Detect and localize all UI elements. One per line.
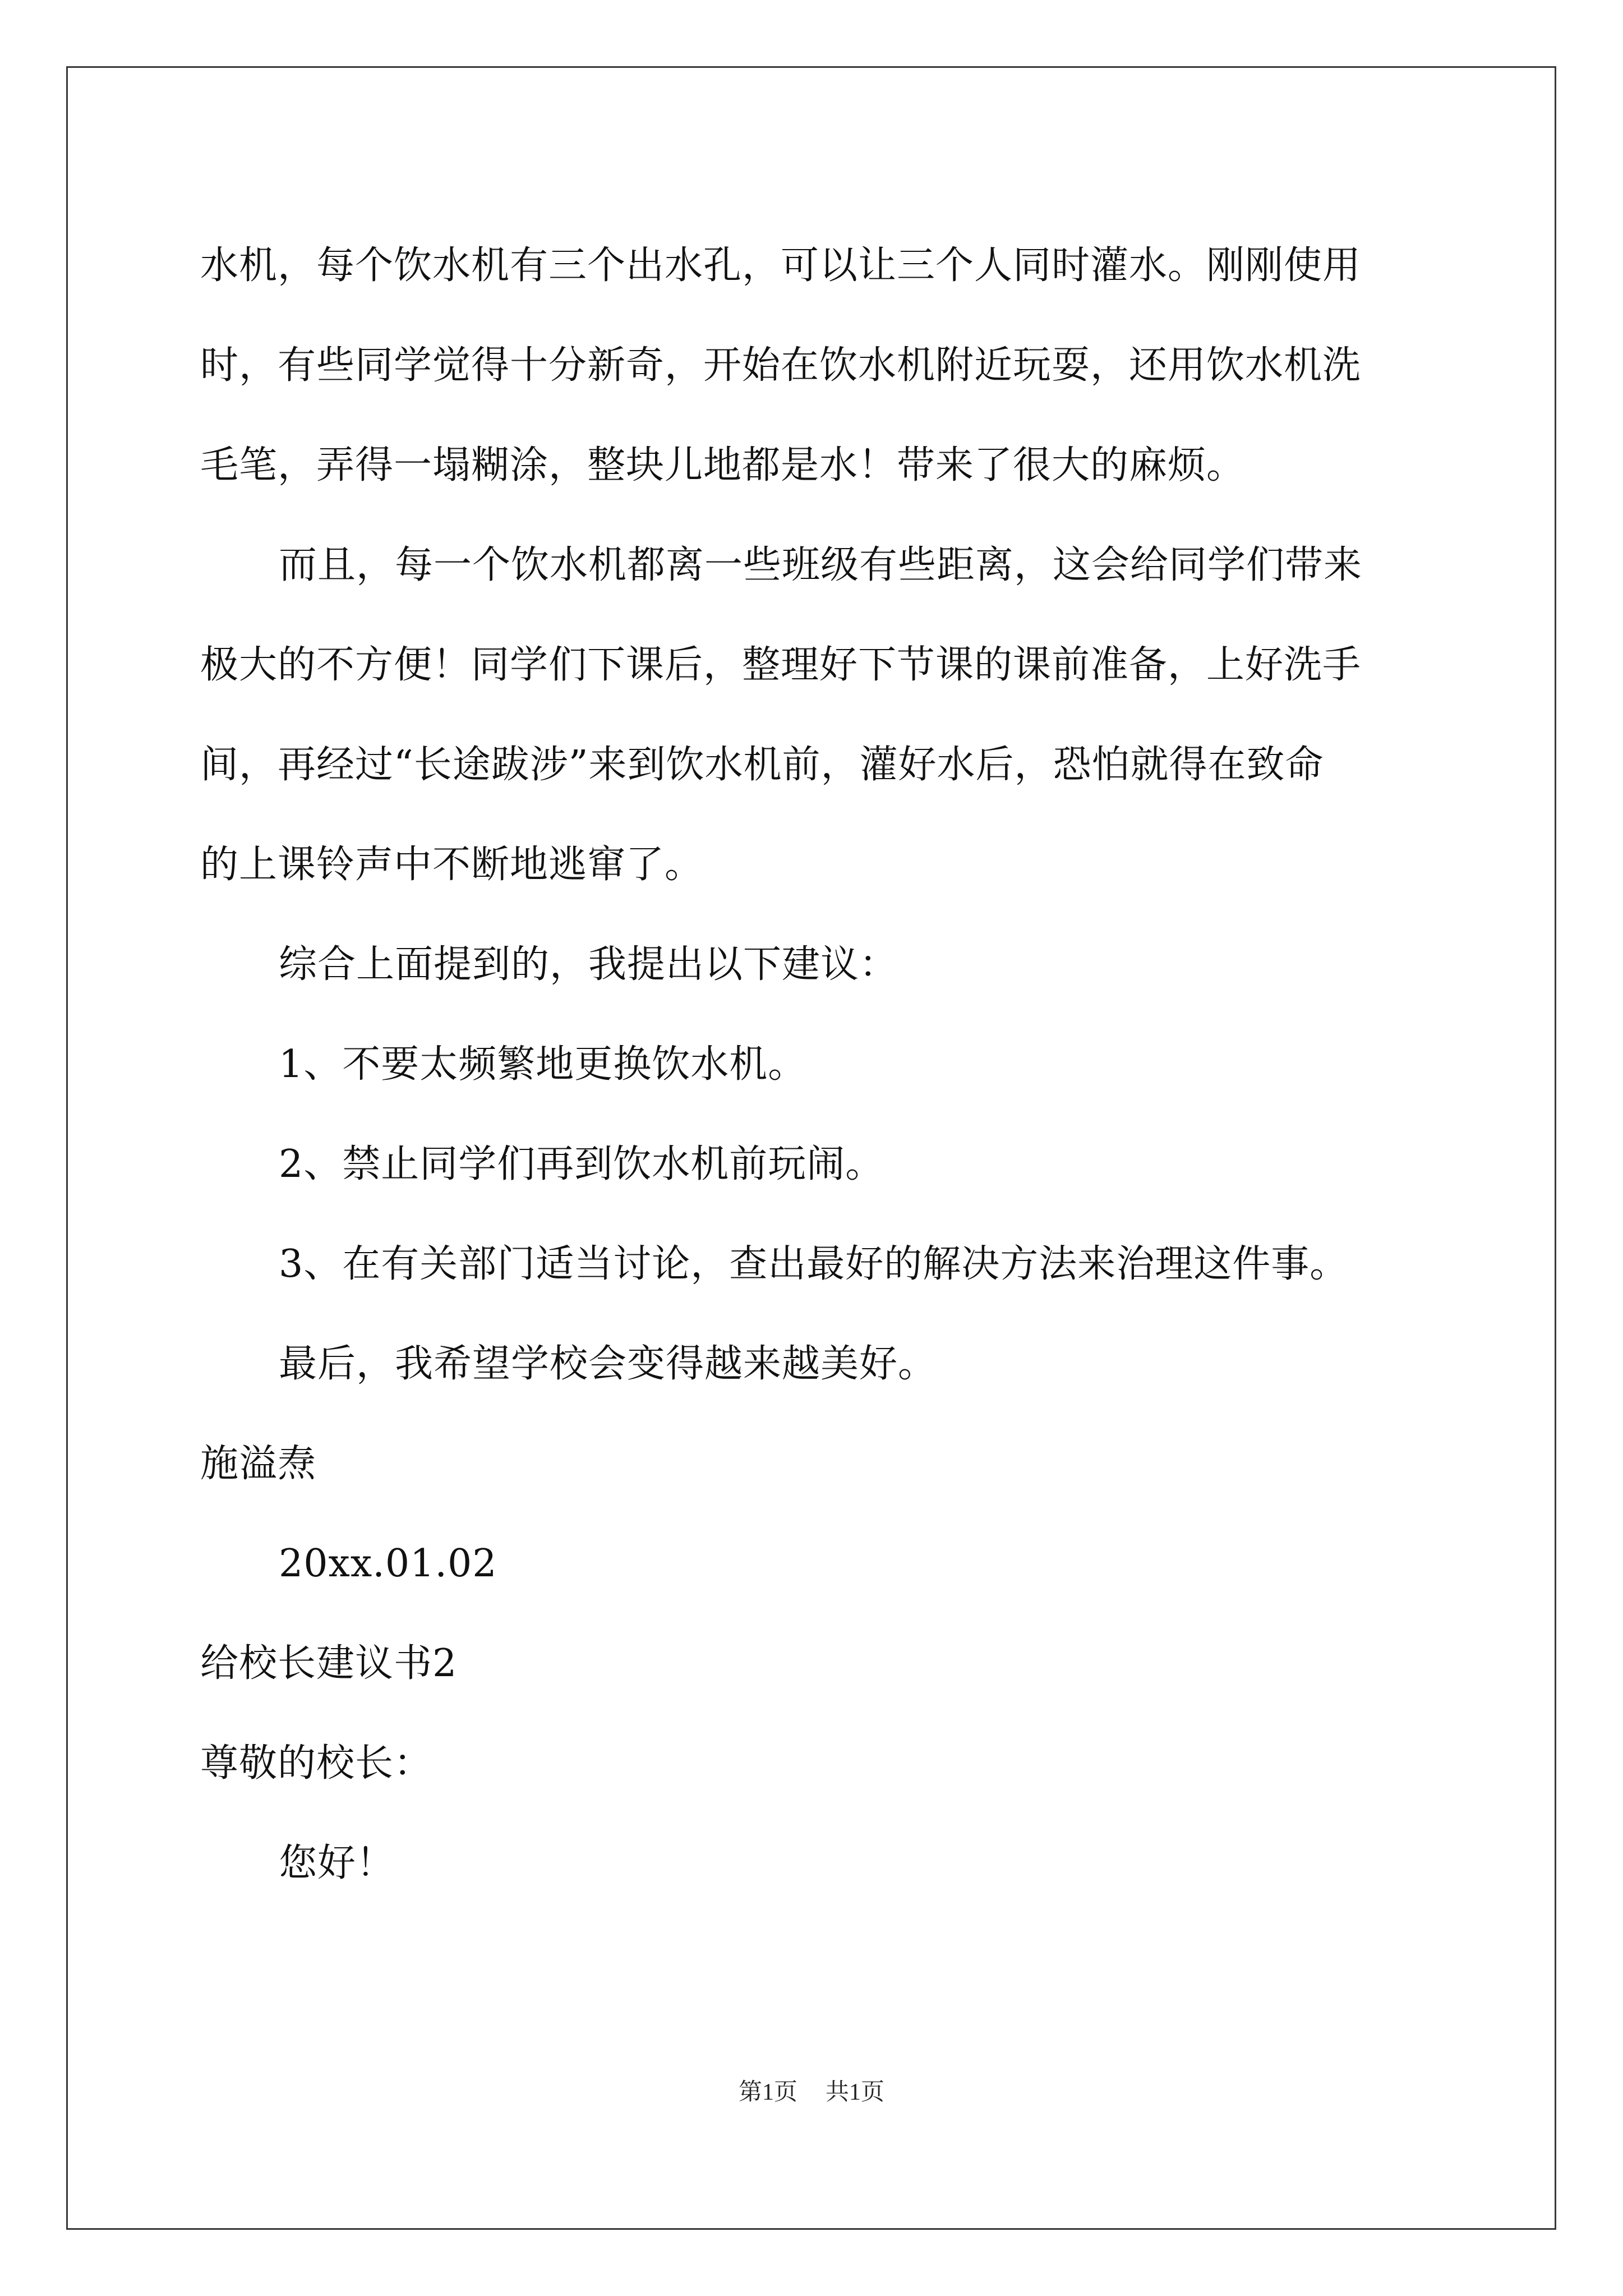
text-line: 极大的不方便！同学们下课后，整理好下节课的课前准备，上好洗手 [200, 643, 1362, 687]
text-line: 时，有些同学觉得十分新奇，开始在饮水机附近玩耍，还用饮水机洗 [200, 343, 1362, 388]
text-line: 毛笔，弄得一塌糊涂，整块儿地都是水！带来了很大的麻烦。 [200, 443, 1246, 487]
text-line: 水机，每个饮水机有三个出水孔，可以让三个人同时灌水。刚刚使用 [200, 243, 1362, 288]
salutation: 尊敬的校长： [200, 1741, 433, 1786]
page-number: 第1页 [738, 2079, 797, 2105]
page-total: 共1页 [826, 2079, 885, 2105]
page-footer [0, 2076, 1623, 2109]
suggestion-item-3: 3、在有关部门适当讨论，查出最好的解决方法来治理这件事。 [279, 1242, 1349, 1286]
suggestion-item-2: 2、禁止同学们再到饮水机前玩闹。 [279, 1142, 884, 1186]
document-body [200, 216, 1434, 1913]
section-title: 给校长建议书2 [200, 1641, 458, 1686]
closing-line: 最后，我希望学校会变得越来越美好。 [279, 1342, 937, 1386]
greeting: 您好！ [279, 1841, 395, 1885]
paragraph-start-line: 而且，每一个饮水机都离一些班级有些距离，这会给同学们带来 [279, 543, 1363, 587]
letter-date: 20xx.01.02 [279, 1542, 497, 1586]
text-line: 的上课铃声中不断地逃窜了。 [200, 843, 704, 887]
text-line: 间，再经过“长途跋涉”来到饮水机前，灌好水后，恐怕就得在致命 [200, 743, 1324, 787]
suggestion-item-1: 1、不要太频繁地更换饮水机。 [279, 1042, 807, 1087]
paragraph-start-line: 综合上面提到的，我提出以下建议： [279, 942, 898, 987]
author-name: 施溢焘 [200, 1442, 317, 1486]
